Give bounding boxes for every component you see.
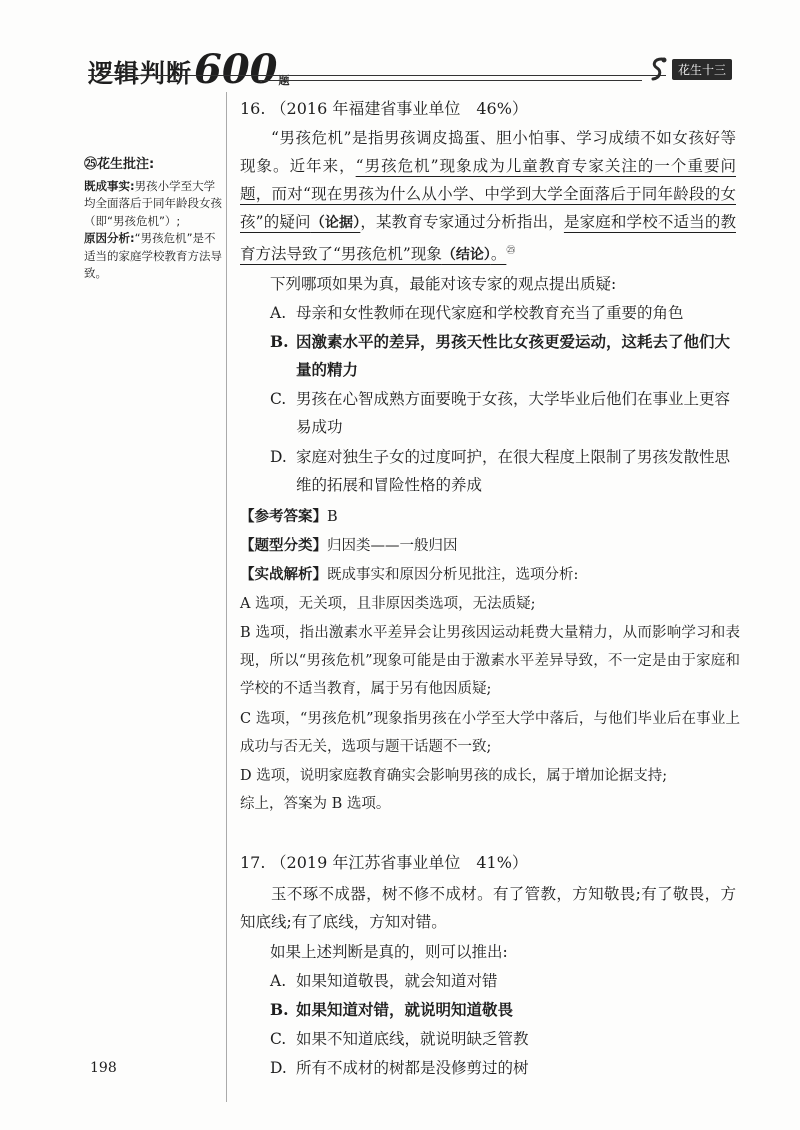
option-letter: B.: [270, 332, 289, 351]
annotation-cause-label: 原因分析:: [84, 231, 135, 245]
q16-stem: [240, 124, 736, 269]
option-letter: A.: [270, 304, 287, 322]
book-title-suffix: 题: [278, 74, 290, 87]
annotation-heading: ㉕花生批注:: [84, 157, 155, 172]
option-text: 男孩在心智成熟方面要晚于女孩，大学毕业后他们在事业上更容易成功: [296, 390, 731, 436]
q17-option-d: [270, 1054, 736, 1082]
q16-analysis-c: C 选项，“男孩危机”现象指男孩在小学至大学中落后，与他们毕业后在事业上成功与否无关，选项与题干话题不一致;: [240, 711, 740, 755]
annotation-cause-text: “男孩危机”是不适当的家庭学校教育方法导致。: [84, 231, 222, 280]
option-letter: D.: [270, 448, 287, 466]
q16-option-a: [270, 299, 736, 327]
analysis-intro-text: 既成事实和原因分析见批注，选项分析:: [327, 567, 579, 583]
option-text: 因激素水平的差异，男孩天性比女孩更爱运动，这耗去了他们大量的精力: [296, 332, 731, 379]
running-header: [88, 40, 290, 93]
page-number: 198: [90, 1060, 117, 1076]
q16-note-marker: ㉕: [506, 246, 516, 256]
option-text: 如果知道敬畏，就会知道对错: [296, 972, 498, 990]
q16-analysis-a: A 选项，无关项，且非原因类选项，无法质疑;: [240, 596, 536, 612]
sidebar-annotation: [84, 156, 222, 283]
q16-type: [240, 532, 740, 560]
q17-option-a: [270, 967, 736, 995]
q16-option-b: [270, 328, 736, 384]
answer-value: B: [327, 509, 338, 525]
option-text: 母亲和女性教师在现代家庭和学校教育充当了重要的角色: [296, 304, 684, 322]
annotation-fact-label: 既成事实:: [84, 178, 135, 193]
q16-source: （2016 年福建省事业单位 46%）: [270, 99, 528, 118]
q16-analysis-d: D 选项，说明家庭教育确实会影响男孩的成长，属于增加论据支持;: [240, 768, 668, 784]
q17-prompt: 如果上述判断是真的，则可以推出:: [270, 943, 508, 961]
option-letter: D.: [270, 1059, 287, 1077]
option-letter: C.: [270, 390, 287, 408]
q17-option-c: [270, 1025, 736, 1053]
annotation-fact: [84, 178, 222, 231]
type-value: 归因类——一般归因: [327, 538, 458, 554]
option-text: 家庭对独生子女的过度呵护，在很大程度上限制了男孩发散性思维的拓展和冒险性格的养成: [296, 448, 731, 494]
annotation-fact-text: 男孩小学至大学均全面落后于同年龄段女孩（即“男孩危机”）;: [84, 178, 222, 228]
type-label: 【题型分类】: [240, 538, 327, 554]
q16-stem-hl2-text: 是家庭和学校不适当的教育方法导致了“男孩危机”现象: [240, 213, 736, 264]
book-title-count: 600: [194, 46, 278, 93]
q17-source: （2019 年江苏省事业单位 41%）: [270, 853, 528, 872]
q16-analysis-b: B 选项，指出激素水平差异会让男孩因运动耗费大量精力，从而影响学习和表现，所以“男孩危机”现象可能是由于激素水平差异导致，不一定是由于家庭和学校的不适当教育，属于另有他因质疑;: [240, 625, 740, 697]
q16-analysis-conclusion: 综上，答案为 B 选项。: [240, 796, 391, 812]
q16-stem-part2: ，某教育专家通过分析指出，: [360, 213, 564, 231]
analysis-label: 【实战解析】: [240, 567, 327, 583]
q16-header: [240, 96, 528, 119]
answer-label: 【参考答案】: [240, 509, 327, 525]
q16-tag-conclusion: （结论）: [441, 247, 491, 264]
q16-stem-hl1-text: “男孩危机”现象成为儿童教育专家关注的一个重要问题，而对“现在男孩为什么从小学、中学到大学全面落后于同年龄段的女孩”的疑问: [240, 157, 736, 231]
q16-option-c: [270, 385, 736, 441]
q16-stem-part1: “男孩危机”是指男孩调皮捣蛋、胆小怕事、学习成绩不如女孩好等现象。近年来，: [240, 129, 736, 175]
q16-number: 16.: [240, 99, 266, 118]
option-text: 所有不成材的树都是没修剪过的树: [296, 1059, 529, 1077]
option-letter: A.: [270, 972, 287, 990]
header-brand: [648, 56, 732, 82]
header-rule-inner: [258, 80, 642, 81]
q16-analysis-intro: [240, 561, 740, 589]
peanut-logo-icon: [648, 56, 670, 82]
q16-option-d: [270, 443, 736, 499]
option-text: 如果知道对错，就说明知道敬畏: [296, 1000, 514, 1019]
margin-divider: [226, 92, 227, 1102]
book-title: 逻辑判断: [88, 59, 193, 88]
q17-header: [240, 850, 528, 873]
annotation-cause: [84, 230, 222, 283]
q16-tag-argument: （论据）: [310, 215, 361, 231]
q16-answer: [240, 503, 740, 531]
option-letter: B.: [270, 1000, 289, 1019]
q16-prompt: 下列哪项如果为真，最能对该专家的观点提出质疑:: [270, 275, 617, 293]
header-rule: [88, 75, 666, 76]
q17-number: 17.: [240, 853, 266, 872]
q17-option-b: [270, 996, 736, 1024]
q17-stem: 玉不琢不成器，树不修不成材。有了管教，方知敬畏;有了敬畏，方知底线;有了底线，方知对错。: [240, 885, 736, 931]
option-letter: C.: [270, 1030, 287, 1048]
q16-stem-end: 。: [490, 245, 507, 264]
section-badge: 花生十三: [672, 59, 732, 80]
option-text: 如果不知道底线，就说明缺乏管教: [296, 1030, 529, 1048]
